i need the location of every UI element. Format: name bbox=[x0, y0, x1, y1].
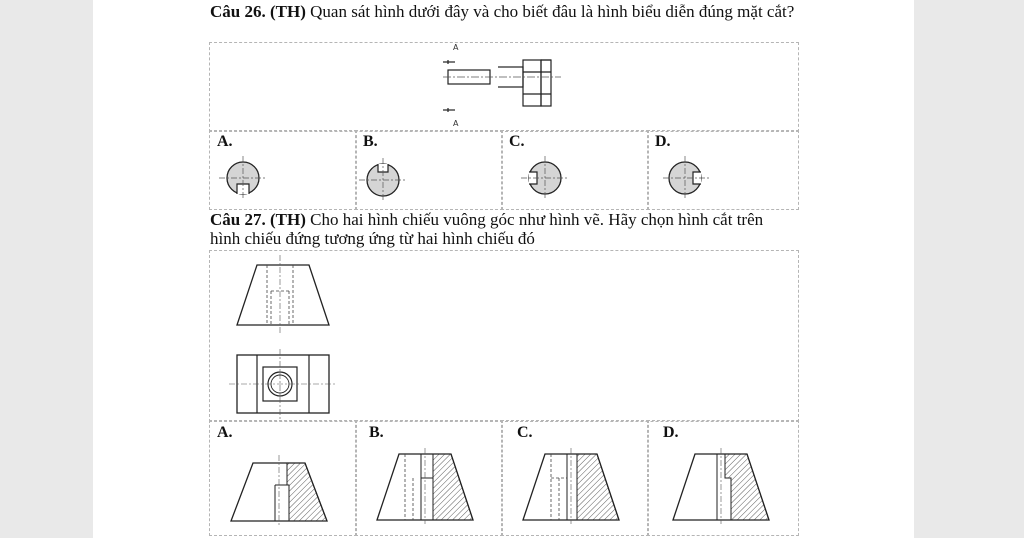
q26-tag: (TH) bbox=[269, 2, 306, 21]
q27-option-d-label: D. bbox=[663, 424, 679, 441]
q26-section-marker-top: A bbox=[453, 43, 459, 52]
q26-section-a-drawing bbox=[223, 160, 263, 200]
q27-text-line1: Cho hai hình chiếu vuông góc như hình vẽ. Hãy chọn hình cắt trên bbox=[310, 210, 764, 229]
q26-option-b-label: B. bbox=[363, 133, 378, 150]
q26-option-d-label: D. bbox=[655, 133, 671, 150]
q27-text-line2: hình chiếu đứng tương ứng từ hai hình chiếu đó bbox=[210, 229, 535, 248]
q27-option-c-label: C. bbox=[517, 424, 533, 441]
q27-section-a-drawing bbox=[229, 455, 329, 525]
q27-option-a-label: A. bbox=[217, 424, 233, 441]
q27-projection-drawing bbox=[233, 255, 333, 415]
q27-section-c-drawing bbox=[521, 450, 621, 525]
document-page bbox=[93, 0, 914, 538]
q26-text: Quan sát hình dưới đây và cho biết đâu là hình biểu diễn đúng mặt cắt? bbox=[310, 2, 795, 21]
q26-section-d-drawing bbox=[663, 158, 709, 198]
q27-option-b-label: B. bbox=[369, 424, 384, 441]
q27-number: Câu 27. bbox=[210, 210, 266, 229]
q26-section-marker-bottom: A bbox=[453, 119, 459, 128]
q26-number: Câu 26. bbox=[210, 2, 266, 21]
q26-section-b-drawing bbox=[363, 160, 403, 200]
q26-section-c-drawing bbox=[521, 158, 567, 198]
q26-option-a-label: A. bbox=[217, 133, 233, 150]
q26-option-c-label: C. bbox=[509, 133, 525, 150]
q27-section-d-drawing bbox=[671, 450, 771, 525]
q26-bolt-drawing bbox=[443, 42, 573, 132]
q26-title bbox=[210, 2, 810, 21]
q27-tag: (TH) bbox=[269, 210, 306, 229]
q27-section-b-drawing bbox=[375, 450, 475, 525]
q27-title bbox=[210, 210, 910, 248]
